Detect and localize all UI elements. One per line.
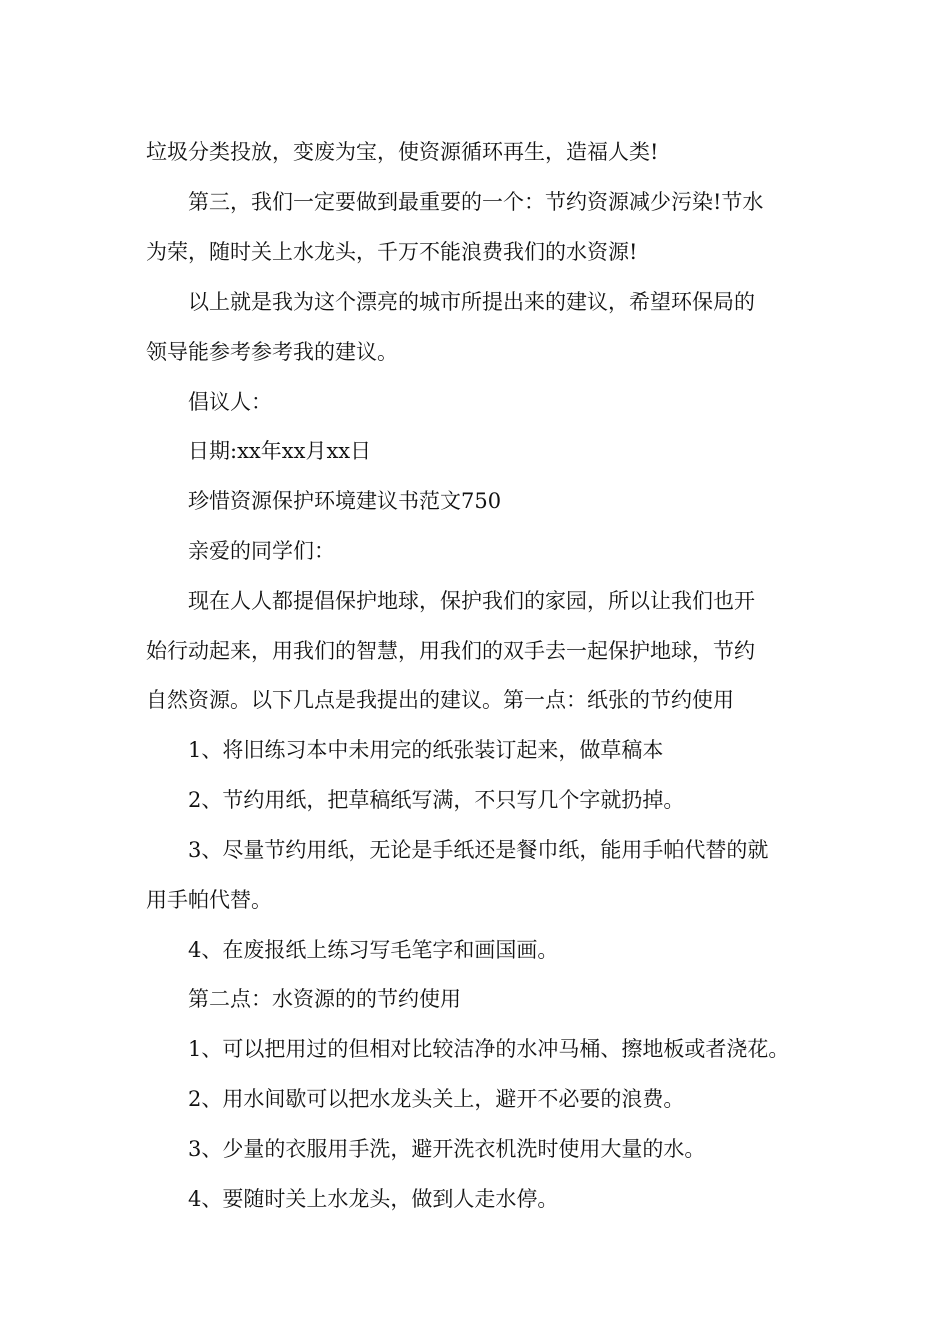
text-line-11: 始行动起来，用我们的智慧，用我们的双手去一起保护地球，节约 bbox=[146, 639, 755, 663]
text-line-21: 3、少量的衣服用手洗，避开洗衣机洗时使用大量的水。 bbox=[188, 1137, 706, 1161]
text-line-4: 以上就是我为这个漂亮的城市所提出来的建议，希望环保局的 bbox=[188, 290, 755, 314]
text-line-20: 2、用水间歇可以把水龙头关上，避开不必要的浪费。 bbox=[188, 1087, 685, 1111]
text-line-19: 1、可以把用过的但相对比较洁净的水冲马桶、擦地板或者浇花。 bbox=[188, 1037, 790, 1061]
text-line-22: 4、要随时关上水龙头，做到人走水停。 bbox=[188, 1187, 559, 1211]
text-line-17: 4、在废报纸上练习写毛笔字和画国画。 bbox=[188, 938, 559, 962]
text-line-7: 日期:xx年xx月xx日 bbox=[188, 439, 372, 463]
text-line-18: 第二点：水资源的的节约使用 bbox=[188, 987, 461, 1011]
text-line-16: 用手帕代替。 bbox=[146, 888, 272, 912]
text-line-15: 3、尽量节约用纸，无论是手纸还是餐巾纸，能用手帕代替的就 bbox=[188, 838, 769, 862]
text-line-3: 为荣，随时关上水龙头，千万不能浪费我们的水资源! bbox=[146, 240, 638, 264]
text-line-1: 垃圾分类投放，变废为宝，使资源循环再生，造福人类! bbox=[146, 140, 659, 164]
text-line-12: 自然资源。以下几点是我提出的建议。第一点：纸张的节约使用 bbox=[146, 688, 734, 712]
text-line-5: 领导能参考参考我的建议。 bbox=[146, 340, 398, 364]
text-line-6: 倡议人： bbox=[188, 390, 272, 414]
text-line-10: 现在人人都提倡保护地球，保护我们的家园，所以让我们也开 bbox=[188, 589, 755, 613]
text-line-13: 1、将旧练习本中未用完的纸张装订起来，做草稿本 bbox=[188, 738, 664, 762]
text-line-14: 2、节约用纸，把草稿纸写满，不只写几个字就扔掉。 bbox=[188, 788, 685, 812]
text-line-8: 珍惜资源保护环境建议书范文750 bbox=[188, 489, 502, 513]
text-line-2: 第三，我们一定要做到最重要的一个：节约资源减少污染!节水 bbox=[188, 190, 764, 214]
text-line-9: 亲爱的同学们： bbox=[188, 539, 335, 563]
